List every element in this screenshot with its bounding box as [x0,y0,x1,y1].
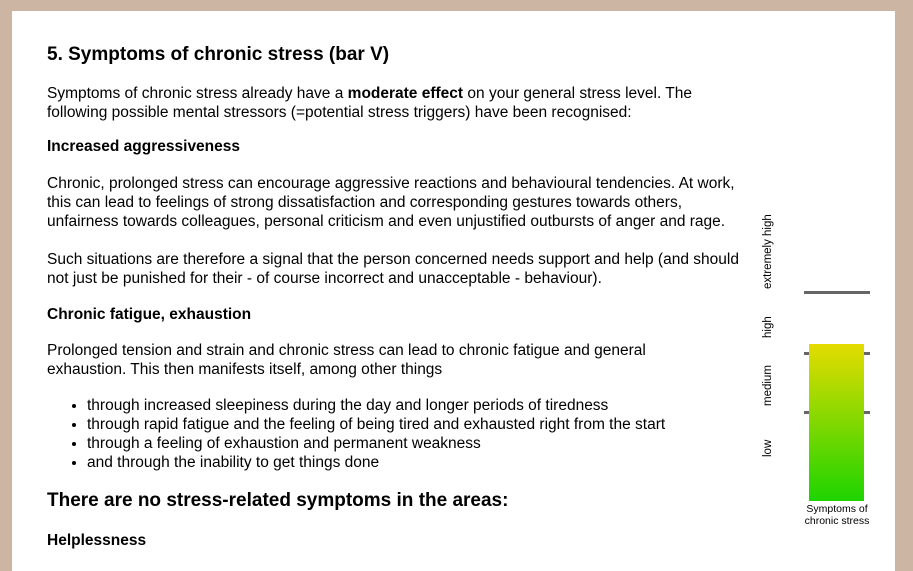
intro-after: on your general stress level. The following possible mental stressors (=potential stress triggers) have been recognised: [47,85,692,121]
aggressiveness-paragraph-1: Chronic, prolonged stress can encourage aggressive reactions and behavioural tendencies. At work, this can lead to feelings of strong dissatisfaction and corresponding gestures towards others, unfairness towards colleagues, personal criticism and even unjustified outbursts of anger and rage. [47,175,735,230]
heading-helplessness: Helplessness [47,532,147,549]
intro-bold: moderate effect [347,85,464,102]
band-label-extremely-high: extremely high [762,214,774,289]
intro-paragraph [47,84,747,122]
page-title: 5. Symptoms of chronic stress (bar V) [47,44,390,65]
gauge-divider-high [804,291,870,294]
list-item: • through rapid fatigue and the feeling of being tired and exhausted right from the start [87,415,665,434]
no-symptoms-title: There are no stress-related symptoms in the areas: [47,490,509,511]
report-panel [12,11,895,571]
band-label-medium: medium [762,365,774,406]
band-label-high: high [762,316,774,338]
stress-level-gauge [752,181,887,541]
gauge-caption: Symptoms of chronic stress [804,503,870,527]
fatigue-bullet-list [47,396,665,472]
intro-before: Symptoms of chronic stress already have a [47,85,348,102]
list-item: • through increased sleepiness during the day and longer periods of tiredness [87,396,665,415]
list-item: • and through the inability to get things done [87,453,665,472]
list-item: • through a feeling of exhaustion and permanent weakness [87,434,665,453]
stress-level-bar [809,344,864,501]
aggressiveness-paragraph-2: Such situations are therefore a signal that the person concerned needs support and help (and should not just be punished for their - of course incorrect and unacceptable - behaviour). [47,251,739,287]
heading-fatigue: Chronic fatigue, exhaustion [47,306,252,323]
heading-aggressiveness: Increased aggressiveness [47,138,241,155]
fatigue-paragraph: Prolonged tension and strain and chronic stress can lead to chronic fatigue and general exhaustion. This then manifests itself, among other things [47,342,646,378]
band-label-low: low [762,439,774,457]
